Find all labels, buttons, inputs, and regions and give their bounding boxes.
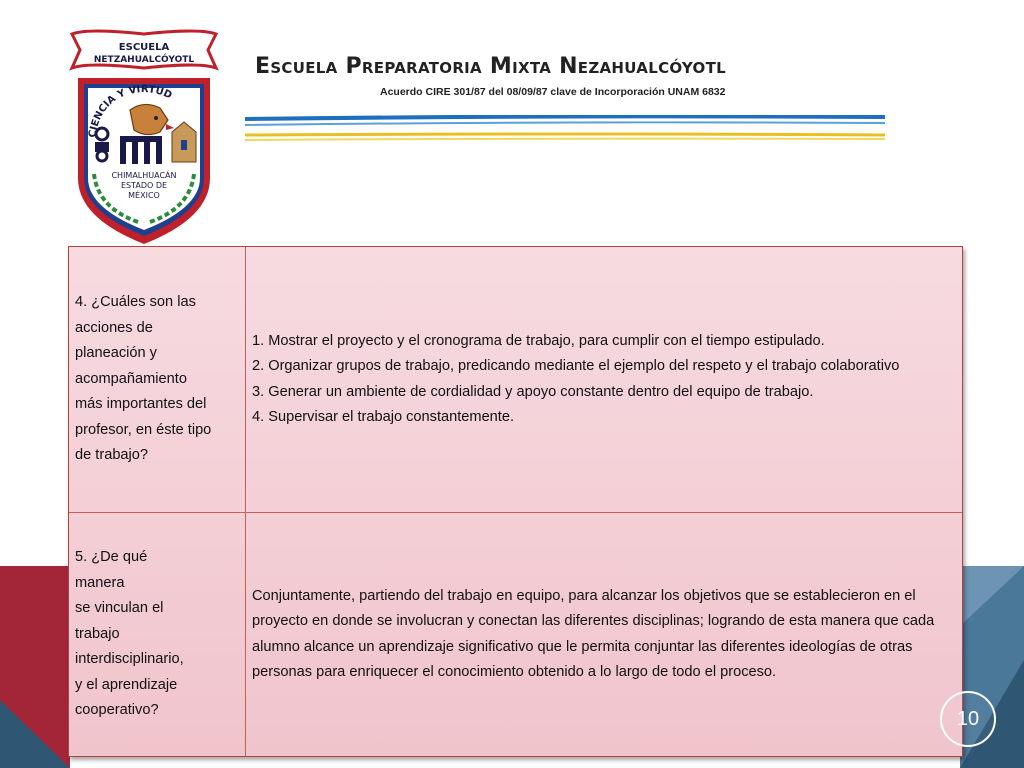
table-row (69, 247, 962, 513)
school-title: Escuela Preparatoria Mixta Nezahualcóyotl (255, 54, 726, 79)
background-band-right-highlight (960, 566, 1024, 626)
answer-item: 4. Supervisar el trabajo constantemente. (252, 409, 515, 425)
question-text: 5. ¿De qué manera se vinculan el trabajo interdisciplinario, y el aprendizaje cooperativo? (75, 549, 184, 719)
crest-motto: CIENCIA Y VIRTUD (86, 83, 174, 139)
question-text: 4. ¿Cuáles son las acciones de planeación y acompañamiento más importantes del profesor, en éste tipo de trabajo? (75, 294, 212, 464)
answer-item: 2. Organizar grupos de trabajo, predicando mediante el ejemplo del respeto y el trabajo colaborativo (252, 358, 900, 374)
answer-text (252, 329, 899, 431)
crest-location-line-1: CHIMALHUACÁN (111, 171, 177, 180)
crest-location-line-2: ESTADO DE (120, 181, 168, 190)
crest-banner-line-1: ESCUELA (118, 42, 170, 53)
qa-table (68, 246, 963, 757)
header-stripes (245, 115, 885, 145)
answer-item: 1. Mostrar el proyecto y el cronograma de trabajo, para cumplir con el tiempo estipulado. (252, 332, 825, 349)
question-cell (69, 513, 246, 756)
crest-banner-line-2: NETZAHUALCÓYOTL (93, 55, 195, 65)
question-cell (69, 247, 246, 512)
background-band-left-shadow (0, 700, 70, 768)
school-subtitle: Acuerdo CIRE 301/87 del 08/09/87 clave de Incorporación UNAM 6832 (380, 86, 726, 98)
answer-cell (246, 247, 962, 512)
slide-number: 10 (940, 691, 996, 747)
answer-cell (246, 513, 962, 756)
table-row (69, 513, 962, 756)
crest-location-line-3: MÉXICO (128, 191, 160, 200)
school-crest-logo (68, 28, 220, 246)
answer-text (252, 584, 956, 686)
answer-item: 3. Generar un ambiente de cordialidad y apoyo constante dentro del equipo de trabajo. (252, 383, 814, 400)
answer-item: Conjuntamente, partiendo del trabajo en equipo, para alcanzar los objetivos que se establecieron en el proyecto en donde se involucran y conectan las diferentes disciplinas; logrando de esta manera que cada alumno alcance un aprendizaje significativo que le permita conjuntar las diferentes ideologías de otras personas para enriquecer el conocimiento obtenido a lo largo de todo el proceso. (252, 587, 935, 680)
